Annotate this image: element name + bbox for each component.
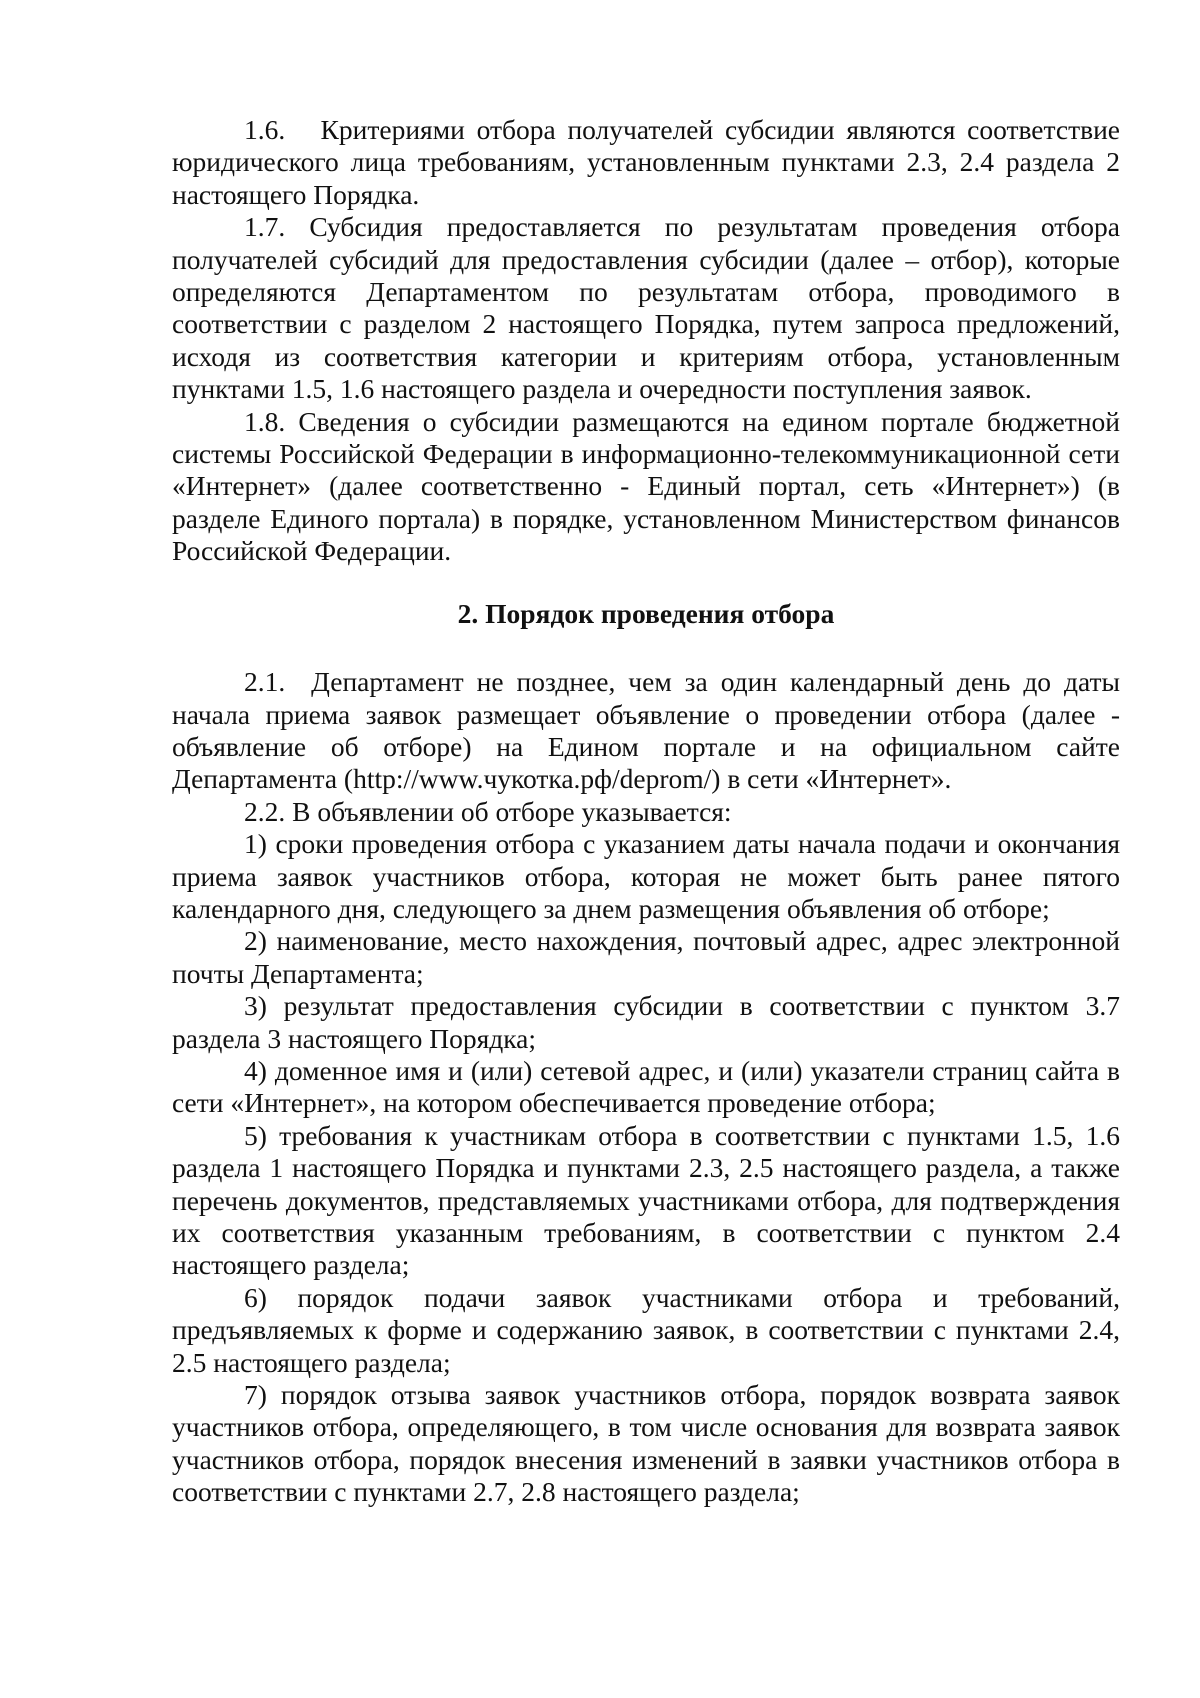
- list-item-1: 1) сроки проведения отбора с указанием даты начала подачи и окончания приема заявок участников отбора, которая не может быть ранее пятого календарного дня, следующего за днем размещения объявления об отборе;: [172, 828, 1120, 924]
- paragraph-1-7: 1.7. Субсидия предоставляется по результатам проведения отбора получателей субсидий для предоставления субсидии (далее – отбор), которые определяются Департаментом по результатам отбора, проводимого в соответствии с разделом 2 настоящего Порядка, путем запроса предложений, исходя из соответствия категории и критериям отбора, установленным пунктами 1.5, 1.6 настоящего раздела и очередности поступления заявок.: [172, 211, 1120, 405]
- section-heading: 2. Порядок проведения отбора: [457, 597, 835, 629]
- paragraph-1-6: 1.6. Критериями отбора получателей субсидии являются соответствие юридического лица требованиям, установленным пунктами 2.3, 2.4 раздела 2 настоящего Порядка.: [172, 114, 1120, 210]
- document-page: [172, 114, 1120, 1509]
- paragraph-2-1: 2.1. Департамент не позднее, чем за один календарный день до даты начала приема заявок размещает объявление о проведении отбора (далее - объявление об отборе) на Едином портале и на официальном сайте Департамента (http://www.чукотка.рф/deprom/) в сети «Интернет».: [172, 666, 1120, 795]
- list-item-2: 2) наименование, место нахождения, почтовый адрес, адрес электронной почты Департамента;: [172, 925, 1120, 989]
- list-item-7: 7) порядок отзыва заявок участников отбора, порядок возврата заявок участников отбора, определяющего, в том числе основания для возврата заявок участников отбора, порядок внесения изменений в заявки участников отбора в соответствии с пунктами 2.7, 2.8 настоящего раздела;: [172, 1379, 1120, 1508]
- list-item-5: 5) требования к участникам отбора в соответствии с пунктами 1.5, 1.6 раздела 1 настоящего Порядка и пунктами 2.3, 2.5 настоящего раздела, а также перечень документов, представляемых участниками отбора, для подтверждения их соответствия указанным требованиям, в соответствии с пунктом 2.4 настоящего раздела;: [172, 1119, 1120, 1281]
- paragraph-1-8: 1.8. Сведения о субсидии размещаются на едином портале бюджетной системы Российской Федерации в информационно-телекоммуникационной сети «Интернет» (далее соответственно - Единый портал, сеть «Интернет») (в разделе Единого портала) в порядке, установленном Министерством финансов Российской Федерации.: [172, 405, 1120, 567]
- list-item-4: 4) доменное имя и (или) сетевой адрес, и (или) указатели страниц сайта в сети «Интернет», на котором обеспечивается проведение отбора;: [172, 1054, 1120, 1119]
- paragraph-2-2: 2.2. В объявлении об отборе указывается:: [244, 795, 732, 827]
- list-item-6: 6) порядок подачи заявок участниками отбора и требований, предъявляемых к форме и содержанию заявок, в соответствии с пунктами 2.4, 2.5 настоящего раздела;: [172, 1281, 1120, 1378]
- list-item-3: 3) результат предоставления субсидии в соответствии с пунктом 3.7 раздела 3 настоящего Порядка;: [172, 990, 1120, 1054]
